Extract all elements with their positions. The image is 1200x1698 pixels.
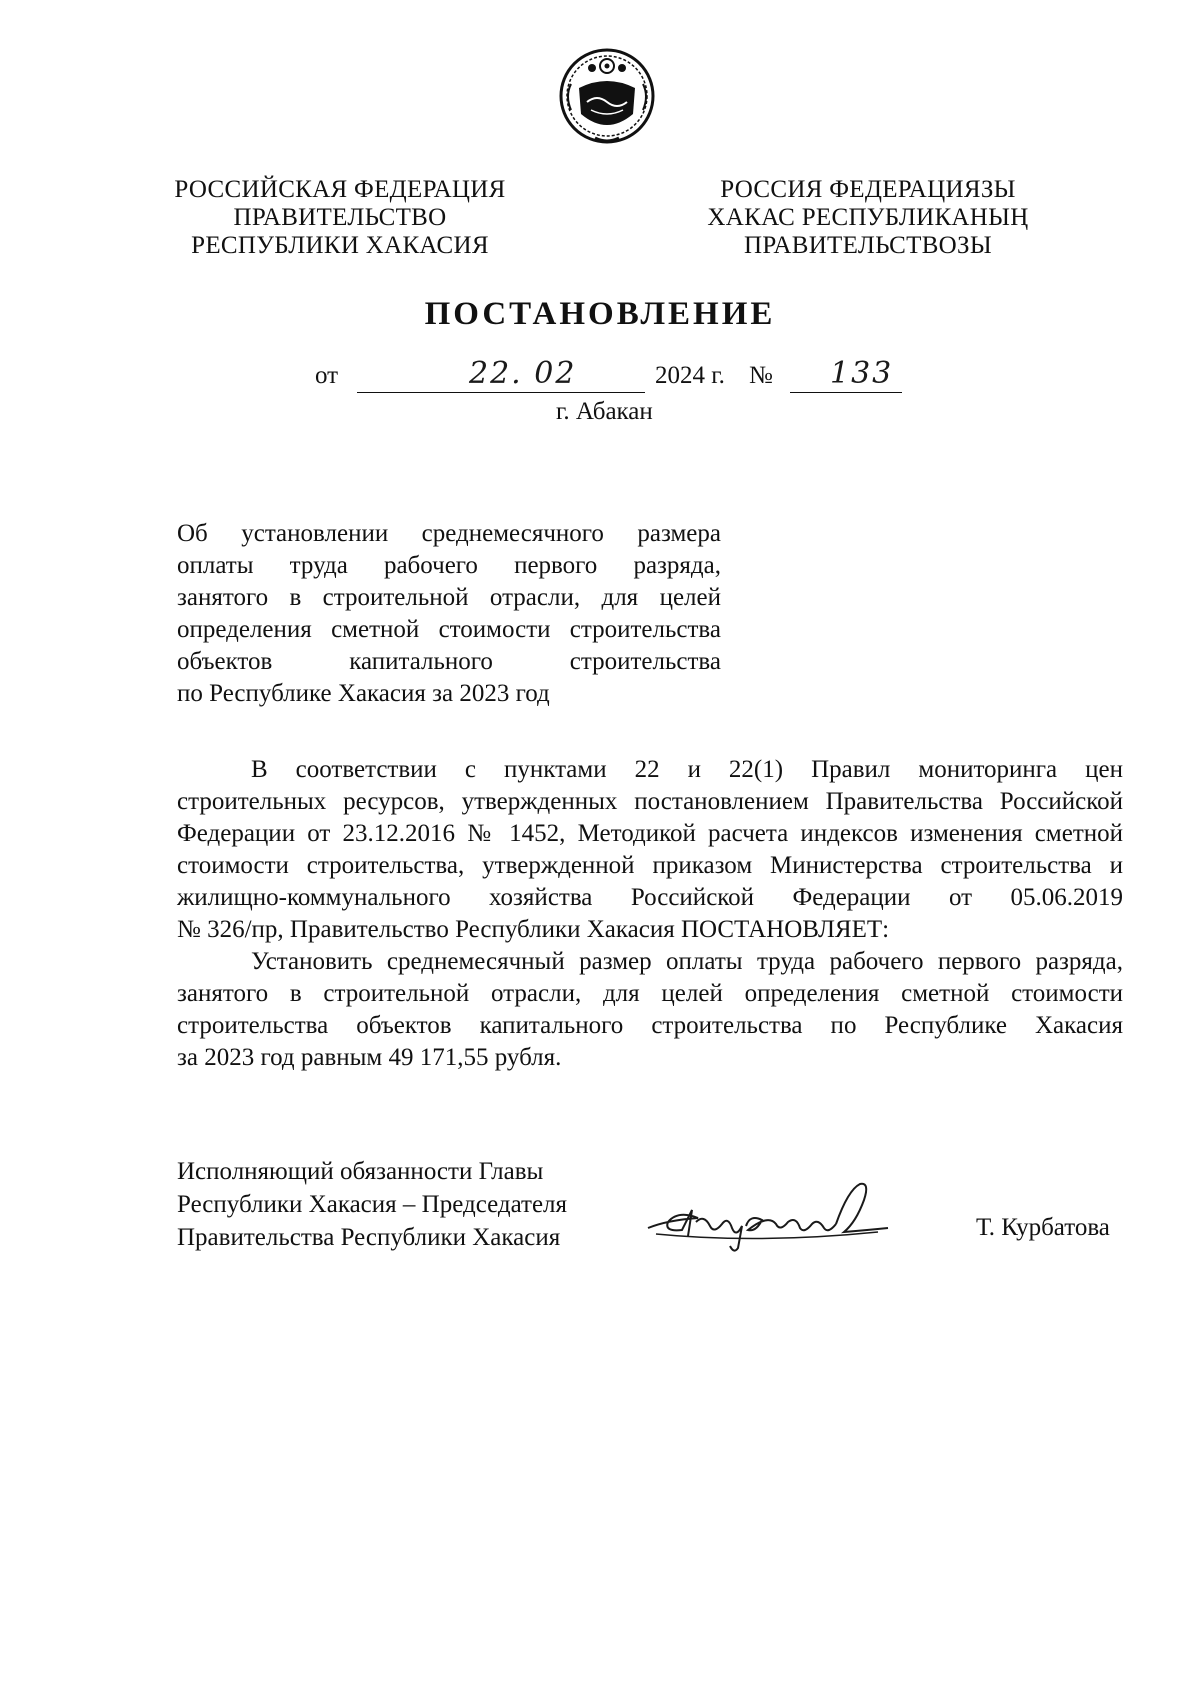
date-from-label: от — [315, 362, 339, 389]
header-left-line: ПРАВИТЕЛЬСТВО — [233, 204, 447, 231]
date-field — [357, 356, 645, 393]
handwritten-date: 22. 02 — [469, 356, 577, 391]
signatory-position — [177, 1155, 567, 1254]
number-label: № — [749, 362, 773, 389]
subject-line: Об установлении среднемесячного размера — [177, 520, 721, 547]
position-line: Исполняющий обязанности Главы — [177, 1158, 544, 1185]
header-right — [700, 176, 1036, 260]
body-line: Установить среднемесячный размер оплаты труда рабочего первого разряда, — [251, 948, 1123, 975]
body-line: В соответствии с пунктами 22 и 22(1) Правил мониторинга цен — [251, 756, 1123, 783]
document-title: ПОСТАНОВЛЕНИЕ — [424, 296, 776, 332]
subject-line: определения сметной стоимости строительства — [177, 616, 721, 643]
date-year: 2024 г. — [655, 362, 725, 389]
header-right-line: ПРАВИТЕЛЬСТВОЗЫ — [744, 232, 992, 259]
body-line: № 326/пр, Правительство Республики Хакасия ПОСТАНОВЛЯЕТ: — [177, 916, 890, 943]
body-line: за 2023 год равным 49 171,55 рубля. — [177, 1044, 562, 1071]
subject-line: оплаты труда рабочего первого разряда, — [177, 552, 721, 579]
header-right-line: РОССИЯ ФЕДЕРАЦИЯЗЫ — [720, 176, 1016, 203]
city: г. Абакан — [556, 398, 653, 425]
header-left — [170, 176, 510, 260]
handwritten-number: 133 — [830, 356, 894, 391]
body-line: стоимости строительства, утвержденной приказом Министерства строительства и — [177, 852, 1123, 879]
body-text — [177, 754, 1123, 1074]
header-left-line: РОССИЙСКАЯ ФЕДЕРАЦИЯ — [174, 176, 506, 203]
subject-line: занятого в строительной отрасли, для целей — [177, 584, 721, 611]
number-field — [790, 356, 902, 393]
subject-block — [177, 518, 721, 710]
subject-line: объектов капитального строительства — [177, 648, 721, 675]
body-line: жилищно-коммунального хозяйства Российской Федерации от 05.06.2019 — [177, 884, 1123, 911]
subject-line: по Республике Хакасия за 2023 год — [177, 680, 550, 707]
body-line: Федерации от 23.12.2016 № 1452, Методикой расчета индексов изменения сметной — [177, 820, 1123, 847]
coat-of-arms-icon — [557, 44, 657, 150]
position-line: Правительства Республики Хакасия — [177, 1224, 561, 1251]
body-line: занятого в строительной отрасли, для целей определения сметной стоимости — [177, 980, 1123, 1007]
position-line: Республики Хакасия – Председателя — [177, 1191, 568, 1218]
header-right-line: ХАКАС РЕСПУБЛИКАНЫҢ — [707, 204, 1029, 231]
body-line: строительных ресурсов, утвержденных постановлением Правительства Российской — [177, 788, 1123, 815]
body-line: строительства объектов капитального строительства по Республике Хакасия — [177, 1012, 1123, 1039]
handwritten-signature — [638, 1170, 918, 1255]
signer-name: Т. Курбатова — [976, 1214, 1110, 1241]
header-left-line: РЕСПУБЛИКИ ХАКАСИЯ — [191, 232, 489, 259]
